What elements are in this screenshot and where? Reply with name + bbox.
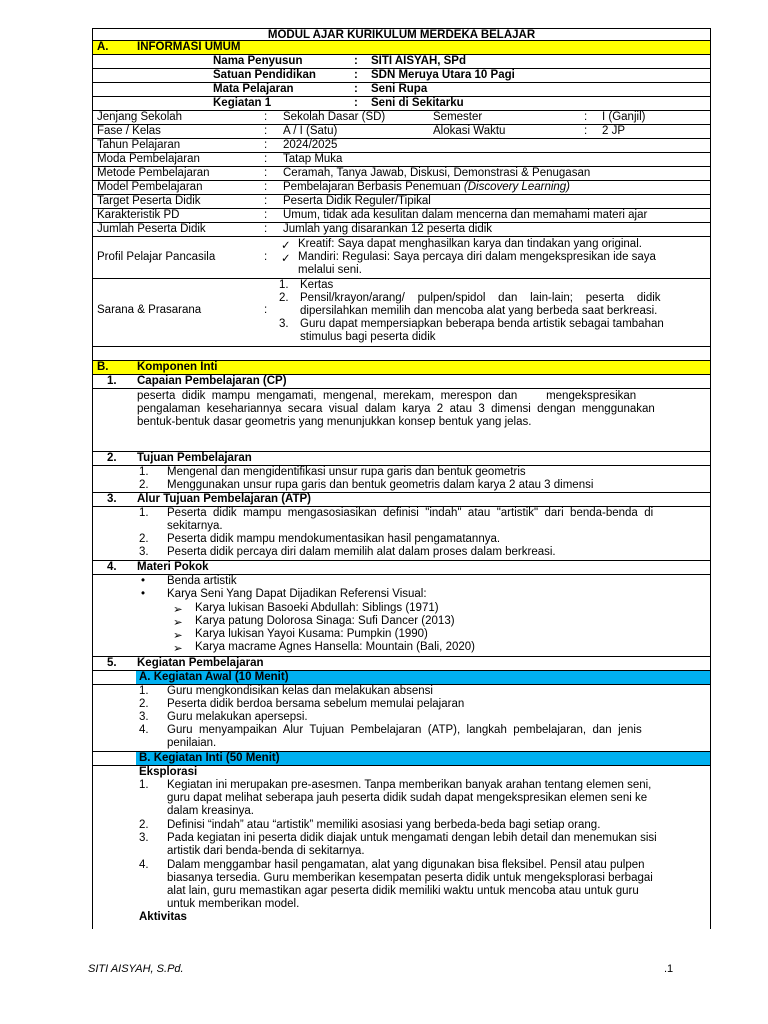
kegiatan-inti-list: Eksplorasi 1. Kegiatan ini merupakan pre-asesmen. Tanpa memberikan banyak arahan tentang elemen seni, guru dapat melihat seberapa jauh peserta didik sudah dapat mengekspresikan elemen seni ke dalam kreasinya. 2. Definisi “indah” atau “artistik” memiliki asosiasi yang berbeda-beda bagi setiap orang. 3. Pada kegiatan ini peserta didik diajak untuk mengamati dengan lebih detail dan menemukan sisi artistik dari benda-benda di sekitarnya. 4. Dalam menggambar hasil pengamatan, alat yang digunakan bisa fleksibel. Pensil atau pulpen biasanya tersedia. Guru memberikan kesempatan peserta didik untuk mengeksplorasi berbagai alat lain, guru memastikan agar peserta didik memiliki waktu untuk mencoba atau untuk guru untuk memberikan model. Aktivitas	[92, 766, 711, 929]
info-mata-pelajaran: Mata Pelajaran : Seni Rupa	[92, 83, 711, 97]
cp-header: 1. Capaian Pembelajaran (CP)	[92, 375, 711, 389]
eksplorasi-label: Eksplorasi	[139, 766, 198, 778]
kegiatan-header: 5. Kegiatan Pembelajaran	[92, 657, 711, 671]
info-nama-penyusun: Nama Penyusun : SITI AISYAH, SPd	[92, 55, 711, 69]
arrow-bullet-icon: ➢	[173, 617, 183, 629]
aktivitas-label: Aktivitas	[139, 911, 187, 923]
info-moda: Moda Pembelajaran : Tatap Muka	[92, 153, 711, 167]
info-model: Model Pembelajaran : Pembelajaran Berbasis Penemuan (Discovery Learning)	[92, 181, 711, 195]
document	[92, 28, 711, 929]
check-icon: ✓	[281, 240, 291, 252]
section-number: B.	[97, 361, 109, 373]
bullet-icon: •	[141, 588, 146, 600]
atp-header: 3. Alur Tujuan Pembelajaran (ATP)	[92, 493, 711, 507]
tujuan-header: 2. Tujuan Pembelajaran	[92, 452, 711, 466]
bullet-icon: •	[141, 575, 146, 587]
section-a-header	[92, 41, 711, 55]
footer-author: SITI AISYAH, S.Pd.	[88, 963, 184, 975]
kegiatan-inti-header: B. Kegiatan Inti (50 Menit)	[92, 752, 711, 766]
check-icon: ✓	[281, 253, 291, 265]
info-profil: Profil Pelajar Pancasila : ✓ Kreatif: Saya dapat menghasilkan karya dan tindakan yang original. ✓ Mandiri: Regulasi: Saya percaya diri dalam mengekspresikan ide saya melalui seni.	[92, 237, 711, 279]
tujuan-list: 1. Mengenal dan mengidentifikasi unsur rupa garis dan bentuk geometris 2. Menggunakan unsur rupa garis dan bentuk geometris dalam karya 2 atau 3 dimensi	[92, 466, 711, 493]
kegiatan-awal-list: 1. Guru mengkondisikan kelas dan melakukan absensi 2. Peserta didik berdoa bersama sebelum memulai pelajaran 3. Guru melakukan apersepsi. 4. Guru menyampaikan Alur Tujuan Pembelajaran (ATP), langkah pembelajaran, dan jenis penilaian.	[92, 685, 711, 752]
info-karakteristik: Karakteristik PD : Umum, tidak ada kesulitan dalam mencerna dan memahami materi ajar	[92, 209, 711, 223]
info-jenjang: Jenjang Sekolah : Sekolah Dasar (SD) Semester : I (Ganjil)	[92, 111, 711, 125]
info-fase: Fase / Kelas : A / I (Satu) Alokasi Waktu : 2 JP	[92, 125, 711, 139]
materi-header: 4. Materi Pokok	[92, 561, 711, 575]
arrow-bullet-icon: ➢	[173, 643, 183, 655]
spacer-row	[92, 347, 711, 361]
section-label: INFORMASI UMUM	[137, 41, 241, 53]
document-title: MODUL AJAR KURIKULUM MERDEKA BELAJAR	[92, 28, 711, 41]
info-kegiatan: Kegiatan 1 : Seni di Sekitarku	[92, 97, 711, 111]
arrow-bullet-icon: ➢	[173, 604, 183, 616]
kegiatan-awal-header: A. Kegiatan Awal (10 Menit)	[92, 671, 711, 685]
arrow-bullet-icon: ➢	[173, 630, 183, 642]
info-jumlah: Jumlah Peserta Didik : Jumlah yang disarankan 12 peserta didik	[92, 223, 711, 237]
section-b-header	[92, 361, 711, 375]
atp-list: 1. Peserta didik mampu mengasosiasikan definisi "indah" atau "artistik" dari benda-benda di sekitarnya. 2. Peserta didik mampu mendokumentasikan hasil pengamatannya. 3. Peserta didik percaya diri dalam memilih alat dalam proses dalam berkreasi.	[92, 507, 711, 561]
info-sarana: Sarana & Prasarana : 1. Kertas 2. Pensil/krayon/arang/ pulpen/spidol dan lain-lain; peserta didik dipersilahkan memilih dan mencoba alat yang berbeda saat berkreasi. 3. Guru dapat mempersiapkan beberapa benda artistik sebagai tambahan stimulus bagi peserta didik	[92, 279, 711, 347]
info-metode: Metode Pembelajaran : Ceramah, Tanya Jawab, Diskusi, Demonstrasi & Penugasan	[92, 167, 711, 181]
info-target: Target Peserta Didik : Peserta Didik Reguler/Tipikal	[92, 195, 711, 209]
section-label: Komponen Inti	[137, 361, 218, 373]
materi-list: • Benda artistik • Karya Seni Yang Dapat Dijadikan Referensi Visual: ➢ Karya lukisan Basoeki Abdullah: Siblings (1971) ➢ Karya patung Dolorosa Sinaga: Sufi Dancer (2013) ➢ Karya lukisan Yayoi Kusama: Pumpkin (1990) ➢ Karya macrame Agnes Hansella: Mountain (Bali, 2020)	[92, 575, 711, 657]
page-number: .1	[664, 963, 674, 975]
cp-content: peserta didik mampu mengamati, mengenal, merekam, merespon dan mengekspresikan pengalaman kesehariannya secara visual dalam karya 2 atau 3 dimensi dengan menggunakan bentuk-bentuk dasar geometris yang menunjukkan konsep bentuk yang jelas.	[92, 389, 711, 452]
info-tahun: Tahun Pelajaran : 2024/2025	[92, 139, 711, 153]
info-satuan-pendidikan: Satuan Pendidikan : SDN Meruya Utara 10 Pagi	[92, 69, 711, 83]
section-number: A.	[97, 41, 109, 53]
